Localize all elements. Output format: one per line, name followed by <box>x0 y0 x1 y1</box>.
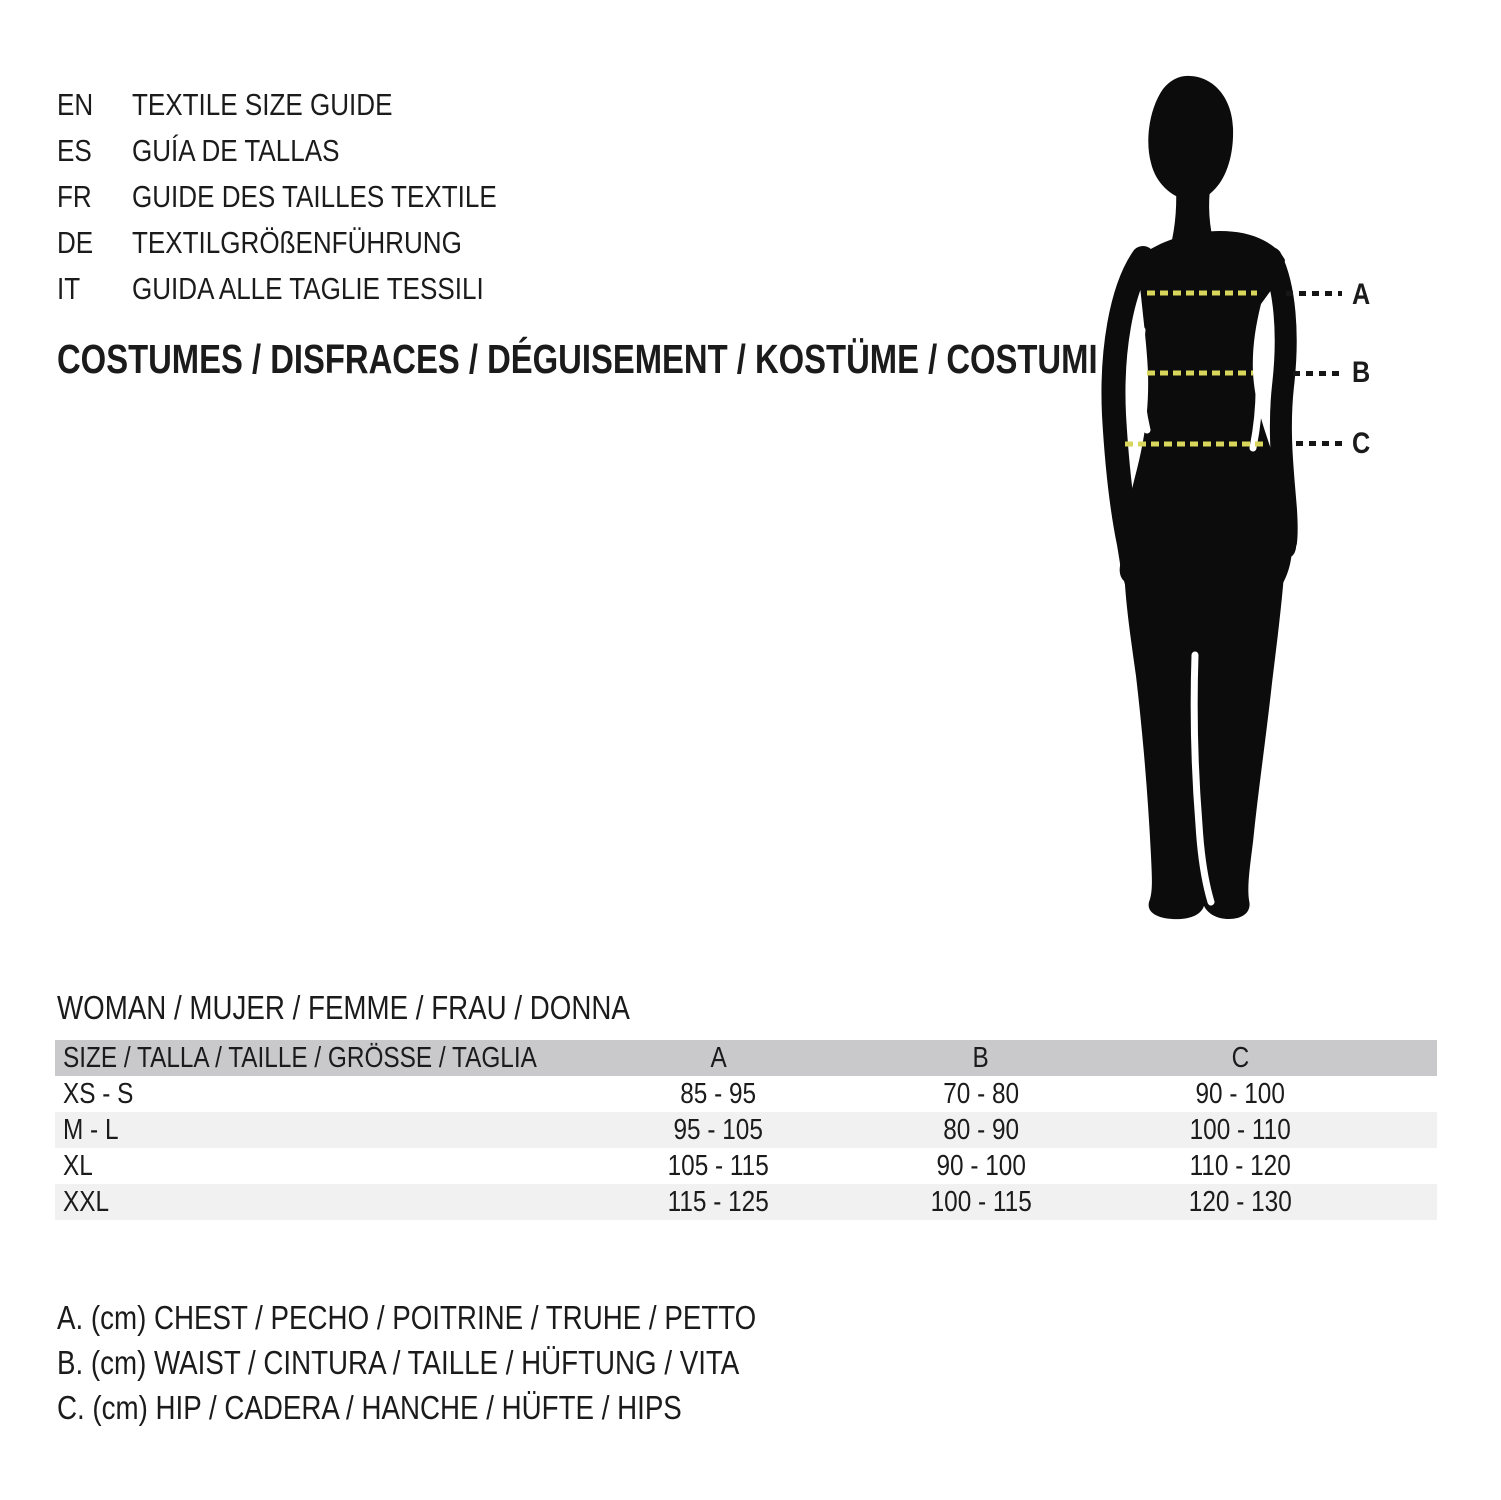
size-cell <box>55 1148 587 1184</box>
chest-range-cell <box>587 1076 850 1112</box>
size-cell <box>55 1076 587 1112</box>
measure-label-a <box>1352 280 1374 310</box>
waist-pointer-line <box>1293 371 1342 376</box>
size-cell <box>55 1112 587 1148</box>
note-hip-text: C. (cm) HIP / CADERA / HANCHE / HÜFTE / HIPS <box>57 1389 682 1426</box>
table-row <box>55 1184 1437 1220</box>
column-header-a <box>587 1040 850 1076</box>
measurement-notes <box>57 1295 889 1430</box>
column-header-a-text: A <box>710 1041 727 1074</box>
measure-label-c <box>1352 429 1374 459</box>
language-row <box>57 220 566 266</box>
language-row <box>57 82 566 128</box>
note-waist <box>57 1340 889 1385</box>
size-table <box>55 1040 1437 1220</box>
spacer-cell <box>1368 1148 1437 1184</box>
table-row <box>55 1148 1437 1184</box>
hip-range-cell <box>1112 1184 1368 1220</box>
hip-range-text: 100 - 110 <box>1189 1113 1291 1146</box>
language-code: DE <box>57 225 94 260</box>
size-table-header-row <box>55 1040 1437 1076</box>
chest-range-text: 95 - 105 <box>673 1113 764 1146</box>
spacer-column <box>1368 1040 1437 1076</box>
size-table-header <box>55 1040 1437 1076</box>
language-row <box>57 266 566 312</box>
language-title: GUIDE DES TAILLES TEXTILE <box>132 179 497 214</box>
waist-range-cell <box>850 1184 1113 1220</box>
hip-range-cell <box>1112 1076 1368 1112</box>
chest-range-cell <box>587 1112 850 1148</box>
chest-range-text: 115 - 125 <box>667 1185 769 1218</box>
woman-silhouette <box>1113 76 1298 919</box>
column-header-b-text: B <box>972 1041 990 1074</box>
note-chest <box>57 1295 889 1340</box>
size-cell-text: XL <box>63 1149 93 1182</box>
column-header-c <box>1112 1040 1368 1076</box>
chest-range-cell <box>587 1148 850 1184</box>
left-arm-gap <box>1140 330 1147 430</box>
hip-pointer-line <box>1296 441 1342 446</box>
size-cell-text: M - L <box>63 1113 119 1146</box>
spacer-cell <box>1368 1076 1437 1112</box>
measure-label-b-text: B <box>1352 356 1371 389</box>
column-header-c-text: C <box>1231 1041 1249 1074</box>
language-title: GUÍA DE TALLAS <box>132 133 340 168</box>
waist-range-text: 70 - 80 <box>943 1077 1019 1110</box>
table-row <box>55 1076 1437 1112</box>
size-table-body <box>55 1076 1437 1220</box>
size-column-header <box>55 1040 587 1076</box>
waist-range-text: 80 - 90 <box>943 1113 1019 1146</box>
language-code: FR <box>57 179 92 214</box>
column-header-b <box>850 1040 1113 1076</box>
hip-range-text: 110 - 120 <box>1189 1149 1291 1182</box>
waist-range-text: 100 - 115 <box>930 1185 1032 1218</box>
gender-title <box>57 989 739 1027</box>
language-title: GUIDA ALLE TAGLIE TESSILI <box>132 271 484 306</box>
chest-range-text: 105 - 115 <box>667 1149 769 1182</box>
language-row <box>57 174 566 220</box>
chest-range-text: 85 - 95 <box>680 1077 757 1110</box>
spacer-cell <box>1368 1184 1437 1220</box>
size-cell <box>55 1184 587 1220</box>
category-title: COSTUMES / DISFRACES / DÉGUISEMENT / KOSTÜME / COSTUMI <box>57 336 1098 382</box>
waist-range-cell <box>850 1112 1113 1148</box>
size-column-header-text: SIZE / TALLA / TAILLE / GRÖSSE / TAGLIA <box>63 1041 537 1074</box>
waist-range-text: 90 - 100 <box>936 1149 1026 1182</box>
note-waist-text: B. (cm) WAIST / CINTURA / TAILLE / HÜFTUNG / VITA <box>57 1344 740 1381</box>
note-chest-text: A. (cm) CHEST / PECHO / POITRINE / TRUHE / PETTO <box>57 1299 757 1336</box>
measure-label-b <box>1352 358 1374 388</box>
waist-range-cell <box>850 1076 1113 1112</box>
chest-pointer-line <box>1286 291 1342 296</box>
woman-silhouette-figure <box>1085 70 1315 930</box>
note-hip <box>57 1385 889 1430</box>
hip-range-cell <box>1112 1148 1368 1184</box>
measure-label-a-text: A <box>1352 278 1371 311</box>
gender-title-text: WOMAN / MUJER / FEMME / FRAU / DONNA <box>57 989 630 1026</box>
language-title: TEXTILE SIZE GUIDE <box>132 87 393 122</box>
size-cell-text: XXL <box>63 1185 110 1218</box>
hip-range-text: 90 - 100 <box>1195 1077 1285 1110</box>
measure-label-c-text: C <box>1352 427 1371 460</box>
size-cell-text: XS - S <box>63 1077 134 1110</box>
language-title-list <box>57 82 566 312</box>
spacer-cell <box>1368 1112 1437 1148</box>
chest-range-cell <box>587 1184 850 1220</box>
language-row <box>57 128 566 174</box>
hip-range-cell <box>1112 1112 1368 1148</box>
language-code: IT <box>57 271 81 306</box>
language-code: ES <box>57 133 92 168</box>
waist-range-cell <box>850 1148 1113 1184</box>
language-code: EN <box>57 87 94 122</box>
table-row <box>55 1112 1437 1148</box>
hip-range-text: 120 - 130 <box>1188 1185 1292 1218</box>
language-title: TEXTILGRÖßENFÜHRUNG <box>132 225 462 260</box>
